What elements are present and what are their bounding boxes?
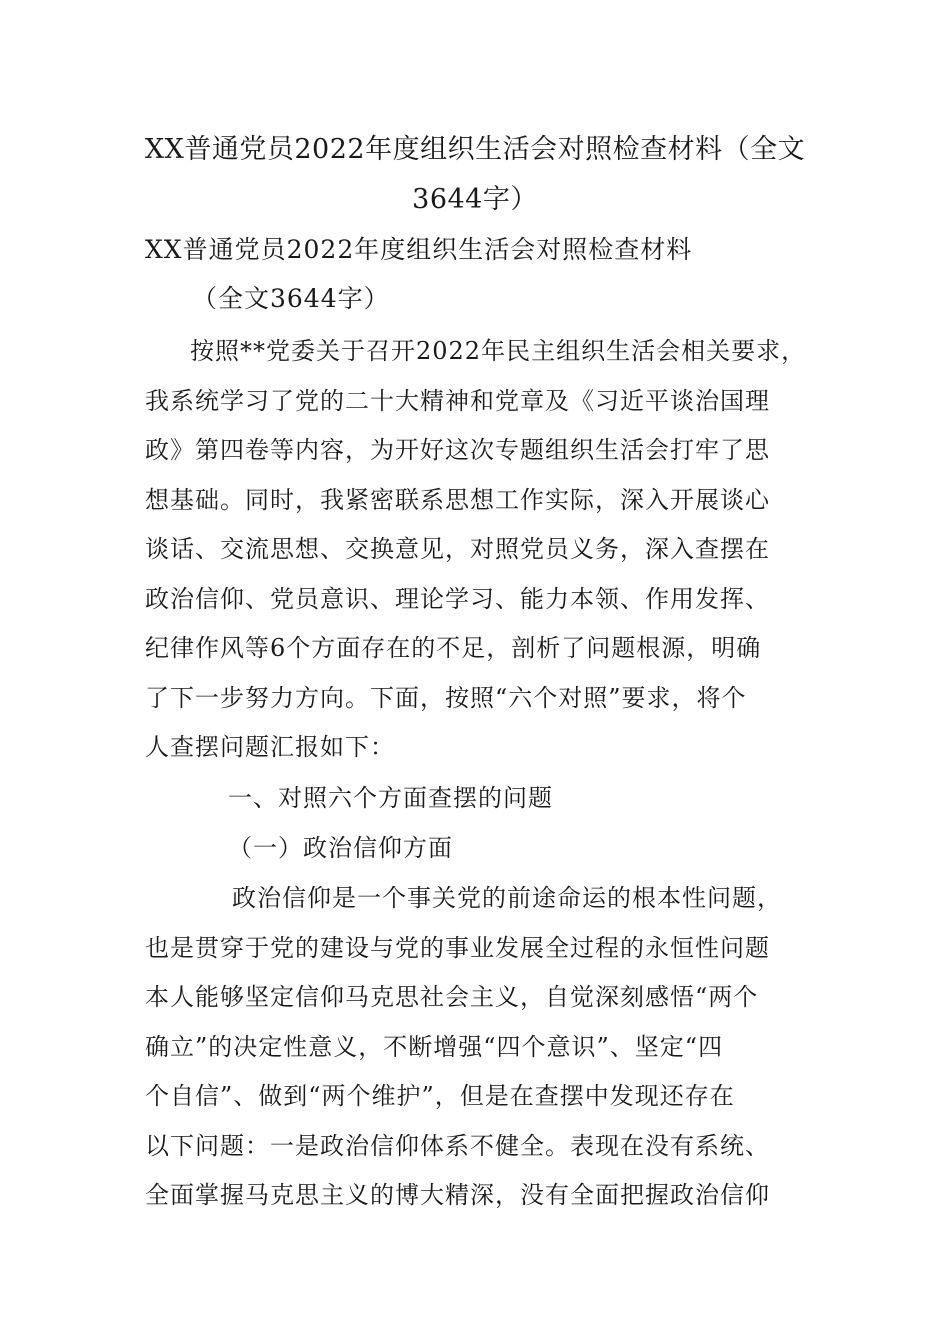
body-line: 全面掌握马克思主义的博大精深，没有全面把握政治信仰	[145, 1181, 770, 1209]
body-line: 本人能够坚定信仰马克思社会主义，自觉深刻感悟“两个	[145, 983, 759, 1011]
intro-line: 了下一步努力方向。下面，按照“六个对照”要求，将个	[145, 684, 747, 712]
body-line: 确立”的决定性意义，不断增强“四个意识”、坚定“四	[145, 1033, 724, 1061]
word-count: （全文3644字）	[192, 284, 390, 313]
body-line: 政治信仰是一个事关党的前途命运的根本性问题，	[232, 884, 782, 912]
intro-line: 政》第四卷等内容，为开好这次专题组织生活会打牢了思	[145, 436, 770, 464]
document-subtitle: XX普通党员2022年度组织生活会对照检查材料	[145, 235, 693, 264]
intro-line: 谈话、交流思想、交换意见，对照党员义务，深入查摆在	[145, 535, 770, 563]
subsection-heading: （一）政治信仰方面	[228, 834, 453, 862]
section-heading: 一、对照六个方面查摆的问题	[228, 784, 553, 812]
body-line: 以下问题：一是政治信仰体系不健全。表现在没有系统、	[145, 1132, 770, 1160]
intro-line: 政治信仰、党员意识、理论学习、能力本领、作用发挥、	[145, 585, 770, 613]
document-title: XX普通党员2022年度组织生活会对照检查材料（全文3644字）	[144, 134, 806, 215]
intro-line: 我系统学习了党的二十大精神和党章及《习近平谈治国理	[145, 387, 770, 415]
intro-line: 想基础。同时，我紧密联系思想工作实际，深入开展谈心	[145, 486, 770, 514]
intro-line: 人查摆问题汇报如下：	[145, 733, 395, 761]
intro-line: 按照**党委关于召开2022年民主组织生活会相关要求，	[190, 337, 807, 365]
body-line: 个自信”、做到“两个维护”，但是在查摆中发现还存在	[145, 1082, 735, 1110]
intro-line: 纪律作风等6个方面存在的不足，剖析了问题根源，明确	[145, 634, 762, 662]
body-line: 也是贯穿于党的建设与党的事业发展全过程的永恒性问题	[145, 934, 770, 962]
